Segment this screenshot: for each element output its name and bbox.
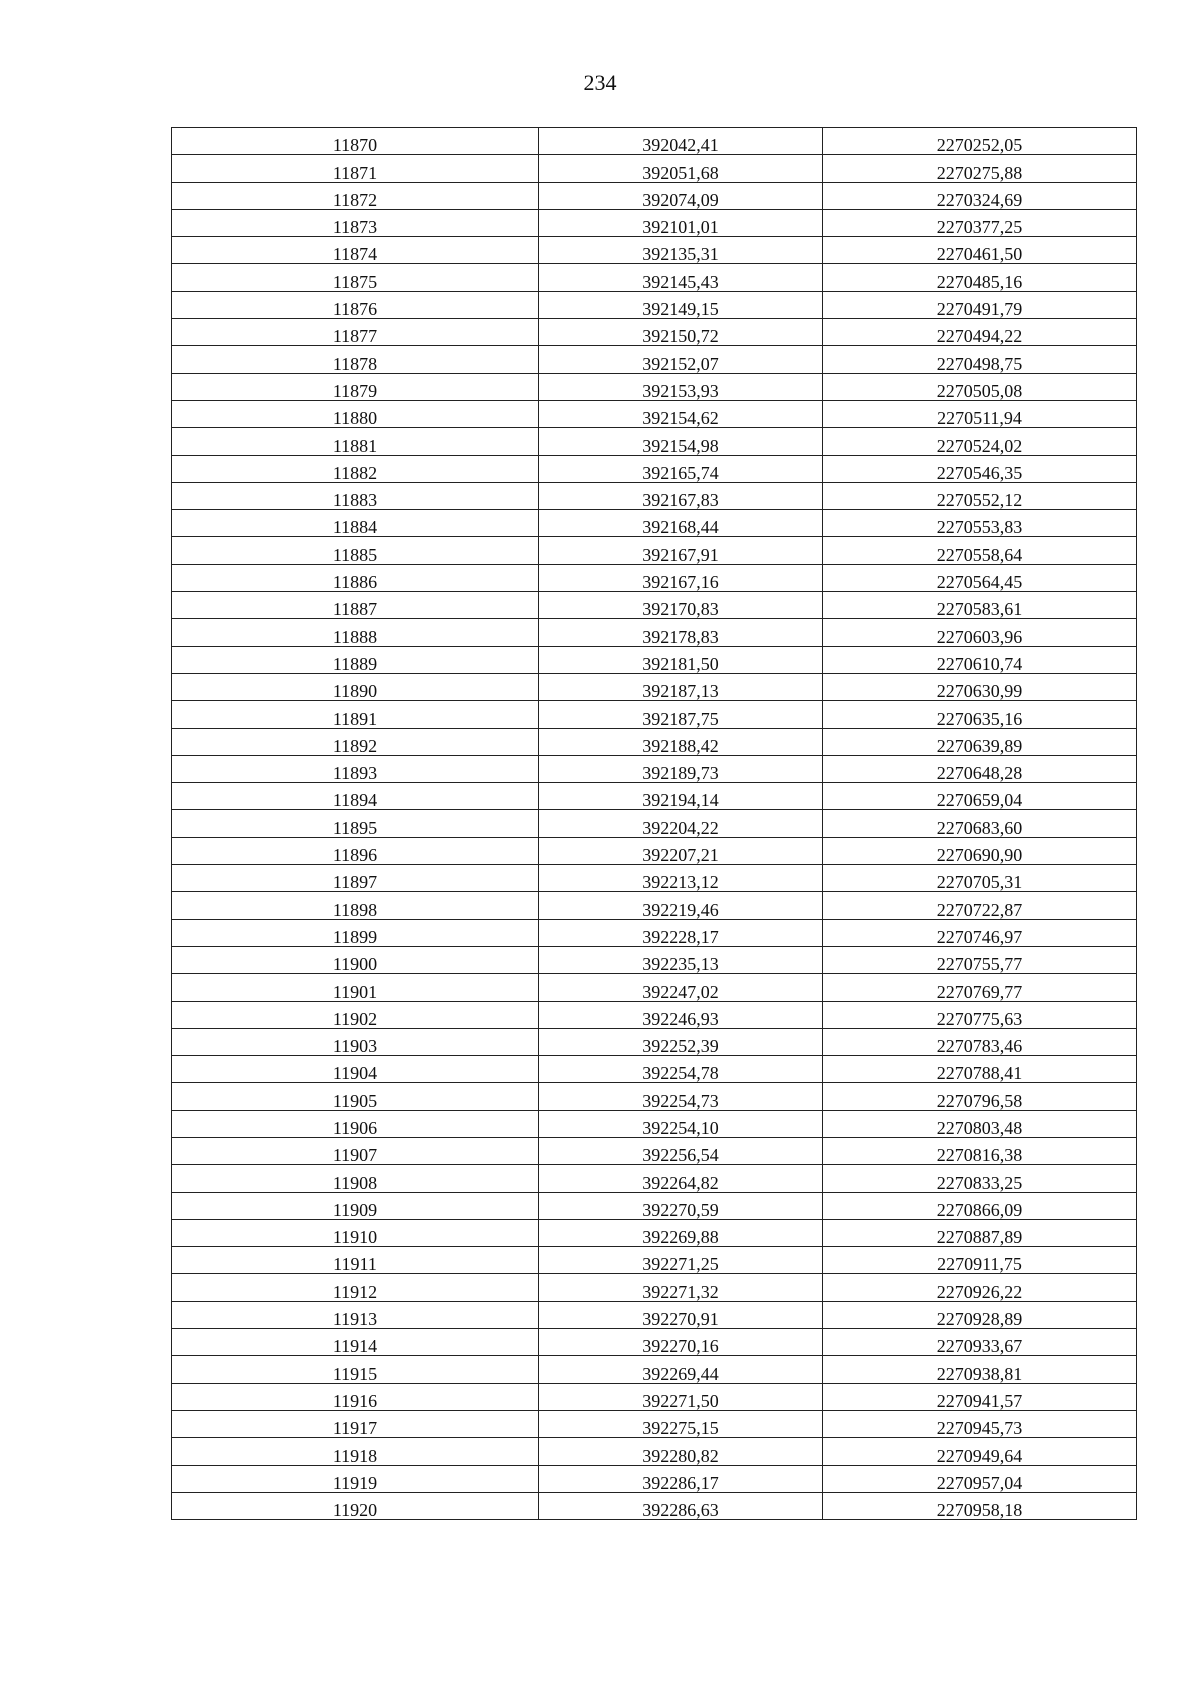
table-row <box>172 537 1137 564</box>
x-coordinate-cell: 392153,93 <box>539 373 823 400</box>
y-coordinate-cell: 2270690,90 <box>823 837 1137 864</box>
coordinates-table-body <box>172 128 1137 1520</box>
y-coordinate-cell: 2270252,05 <box>823 128 1137 155</box>
point-number-cell: 11904 <box>172 1056 539 1083</box>
point-number-cell: 11893 <box>172 755 539 782</box>
table-row <box>172 673 1137 700</box>
y-coordinate-cell: 2270610,74 <box>823 646 1137 673</box>
x-coordinate-cell: 392228,17 <box>539 919 823 946</box>
x-coordinate-cell: 392264,82 <box>539 1165 823 1192</box>
table-row <box>172 1301 1137 1328</box>
y-coordinate-cell: 2270911,75 <box>823 1247 1137 1274</box>
table-row <box>172 701 1137 728</box>
y-coordinate-cell: 2270524,02 <box>823 428 1137 455</box>
y-coordinate-cell: 2270683,60 <box>823 810 1137 837</box>
table-row <box>172 1383 1137 1410</box>
x-coordinate-cell: 392187,13 <box>539 673 823 700</box>
x-coordinate-cell: 392145,43 <box>539 264 823 291</box>
point-number-cell: 11908 <box>172 1165 539 1192</box>
table-row <box>172 264 1137 291</box>
x-coordinate-cell: 392152,07 <box>539 346 823 373</box>
y-coordinate-cell: 2270377,25 <box>823 209 1137 236</box>
y-coordinate-cell: 2270783,46 <box>823 1028 1137 1055</box>
table-row <box>172 1137 1137 1164</box>
x-coordinate-cell: 392254,73 <box>539 1083 823 1110</box>
point-number-cell: 11883 <box>172 482 539 509</box>
table-row <box>172 455 1137 482</box>
y-coordinate-cell: 2270938,81 <box>823 1356 1137 1383</box>
point-number-cell: 11916 <box>172 1383 539 1410</box>
table-row <box>172 646 1137 673</box>
x-coordinate-cell: 392181,50 <box>539 646 823 673</box>
table-row <box>172 1056 1137 1083</box>
x-coordinate-cell: 392286,17 <box>539 1465 823 1492</box>
x-coordinate-cell: 392154,98 <box>539 428 823 455</box>
y-coordinate-cell: 2270796,58 <box>823 1083 1137 1110</box>
y-coordinate-cell: 2270558,64 <box>823 537 1137 564</box>
x-coordinate-cell: 392254,78 <box>539 1056 823 1083</box>
point-number-cell: 11888 <box>172 619 539 646</box>
table-row <box>172 1356 1137 1383</box>
x-coordinate-cell: 392194,14 <box>539 783 823 810</box>
table-row <box>172 564 1137 591</box>
x-coordinate-cell: 392246,93 <box>539 1001 823 1028</box>
table-row <box>172 1410 1137 1437</box>
point-number-cell: 11890 <box>172 673 539 700</box>
point-number-cell: 11880 <box>172 400 539 427</box>
point-number-cell: 11898 <box>172 892 539 919</box>
x-coordinate-cell: 392219,46 <box>539 892 823 919</box>
y-coordinate-cell: 2270498,75 <box>823 346 1137 373</box>
table-row <box>172 619 1137 646</box>
table-row <box>172 1110 1137 1137</box>
table-row <box>172 1274 1137 1301</box>
x-coordinate-cell: 392213,12 <box>539 865 823 892</box>
point-number-cell: 11895 <box>172 810 539 837</box>
table-row <box>172 1438 1137 1465</box>
point-number-cell: 11910 <box>172 1219 539 1246</box>
table-row <box>172 946 1137 973</box>
x-coordinate-cell: 392149,15 <box>539 291 823 318</box>
point-number-cell: 11897 <box>172 865 539 892</box>
point-number-cell: 11873 <box>172 209 539 236</box>
point-number-cell: 11874 <box>172 237 539 264</box>
page-number: 234 <box>583 70 617 95</box>
table-row <box>172 1028 1137 1055</box>
x-coordinate-cell: 392188,42 <box>539 728 823 755</box>
table-row <box>172 1492 1137 1519</box>
point-number-cell: 11909 <box>172 1192 539 1219</box>
y-coordinate-cell: 2270648,28 <box>823 755 1137 782</box>
table-row <box>172 755 1137 782</box>
table-row <box>172 783 1137 810</box>
table-row <box>172 1465 1137 1492</box>
table-row <box>172 400 1137 427</box>
y-coordinate-cell: 2270958,18 <box>823 1492 1137 1519</box>
point-number-cell: 11900 <box>172 946 539 973</box>
x-coordinate-cell: 392271,32 <box>539 1274 823 1301</box>
table-row <box>172 728 1137 755</box>
y-coordinate-cell: 2270887,89 <box>823 1219 1137 1246</box>
point-number-cell: 11911 <box>172 1247 539 1274</box>
table-row <box>172 892 1137 919</box>
y-coordinate-cell: 2270722,87 <box>823 892 1137 919</box>
point-number-cell: 11889 <box>172 646 539 673</box>
point-number-cell: 11913 <box>172 1301 539 1328</box>
y-coordinate-cell: 2270639,89 <box>823 728 1137 755</box>
x-coordinate-cell: 392101,01 <box>539 209 823 236</box>
y-coordinate-cell: 2270755,77 <box>823 946 1137 973</box>
y-coordinate-cell: 2270746,97 <box>823 919 1137 946</box>
table-row <box>172 209 1137 236</box>
x-coordinate-cell: 392051,68 <box>539 155 823 182</box>
y-coordinate-cell: 2270803,48 <box>823 1110 1137 1137</box>
x-coordinate-cell: 392189,73 <box>539 755 823 782</box>
x-coordinate-cell: 392269,88 <box>539 1219 823 1246</box>
x-coordinate-cell: 392165,74 <box>539 455 823 482</box>
table-row <box>172 510 1137 537</box>
y-coordinate-cell: 2270505,08 <box>823 373 1137 400</box>
table-row <box>172 974 1137 1001</box>
y-coordinate-cell: 2270945,73 <box>823 1410 1137 1437</box>
y-coordinate-cell: 2270485,16 <box>823 264 1137 291</box>
table-row <box>172 1001 1137 1028</box>
y-coordinate-cell: 2270603,96 <box>823 619 1137 646</box>
table-row <box>172 1219 1137 1246</box>
x-coordinate-cell: 392256,54 <box>539 1137 823 1164</box>
point-number-cell: 11878 <box>172 346 539 373</box>
y-coordinate-cell: 2270833,25 <box>823 1165 1137 1192</box>
table-row <box>172 810 1137 837</box>
point-number-cell: 11887 <box>172 592 539 619</box>
y-coordinate-cell: 2270928,89 <box>823 1301 1137 1328</box>
y-coordinate-cell: 2270583,61 <box>823 592 1137 619</box>
y-coordinate-cell: 2270564,45 <box>823 564 1137 591</box>
y-coordinate-cell: 2270461,50 <box>823 237 1137 264</box>
point-number-cell: 11912 <box>172 1274 539 1301</box>
y-coordinate-cell: 2270275,88 <box>823 155 1137 182</box>
x-coordinate-cell: 392135,31 <box>539 237 823 264</box>
table-row <box>172 482 1137 509</box>
point-number-cell: 11918 <box>172 1438 539 1465</box>
point-number-cell: 11884 <box>172 510 539 537</box>
y-coordinate-cell: 2270553,83 <box>823 510 1137 537</box>
y-coordinate-cell: 2270788,41 <box>823 1056 1137 1083</box>
y-coordinate-cell: 2270769,77 <box>823 974 1137 1001</box>
x-coordinate-cell: 392042,41 <box>539 128 823 155</box>
y-coordinate-cell: 2270494,22 <box>823 319 1137 346</box>
point-number-cell: 11917 <box>172 1410 539 1437</box>
x-coordinate-cell: 392247,02 <box>539 974 823 1001</box>
x-coordinate-cell: 392150,72 <box>539 319 823 346</box>
x-coordinate-cell: 392269,44 <box>539 1356 823 1383</box>
y-coordinate-cell: 2270949,64 <box>823 1438 1137 1465</box>
y-coordinate-cell: 2270324,69 <box>823 182 1137 209</box>
table-row <box>172 1329 1137 1356</box>
point-number-cell: 11885 <box>172 537 539 564</box>
x-coordinate-cell: 392254,10 <box>539 1110 823 1137</box>
x-coordinate-cell: 392270,16 <box>539 1329 823 1356</box>
x-coordinate-cell: 392167,91 <box>539 537 823 564</box>
table-row <box>172 182 1137 209</box>
table-row <box>172 373 1137 400</box>
x-coordinate-cell: 392167,16 <box>539 564 823 591</box>
point-number-cell: 11915 <box>172 1356 539 1383</box>
x-coordinate-cell: 392167,83 <box>539 482 823 509</box>
x-coordinate-cell: 392270,91 <box>539 1301 823 1328</box>
table-row <box>172 155 1137 182</box>
y-coordinate-cell: 2270926,22 <box>823 1274 1137 1301</box>
point-number-cell: 11872 <box>172 182 539 209</box>
table-row <box>172 346 1137 373</box>
point-number-cell: 11901 <box>172 974 539 1001</box>
y-coordinate-cell: 2270546,35 <box>823 455 1137 482</box>
point-number-cell: 11886 <box>172 564 539 591</box>
table-row <box>172 1247 1137 1274</box>
point-number-cell: 11879 <box>172 373 539 400</box>
x-coordinate-cell: 392204,22 <box>539 810 823 837</box>
table-row <box>172 1165 1137 1192</box>
table-row <box>172 1192 1137 1219</box>
x-coordinate-cell: 392168,44 <box>539 510 823 537</box>
point-number-cell: 11876 <box>172 291 539 318</box>
y-coordinate-cell: 2270705,31 <box>823 865 1137 892</box>
y-coordinate-cell: 2270957,04 <box>823 1465 1137 1492</box>
point-number-cell: 11906 <box>172 1110 539 1137</box>
table-row <box>172 837 1137 864</box>
point-number-cell: 11892 <box>172 728 539 755</box>
point-number-cell: 11899 <box>172 919 539 946</box>
table-row <box>172 919 1137 946</box>
point-number-cell: 11920 <box>172 1492 539 1519</box>
x-coordinate-cell: 392178,83 <box>539 619 823 646</box>
x-coordinate-cell: 392271,25 <box>539 1247 823 1274</box>
table-row <box>172 865 1137 892</box>
table-row <box>172 1083 1137 1110</box>
point-number-cell: 11896 <box>172 837 539 864</box>
table-row <box>172 291 1137 318</box>
y-coordinate-cell: 2270511,94 <box>823 400 1137 427</box>
x-coordinate-cell: 392275,15 <box>539 1410 823 1437</box>
y-coordinate-cell: 2270659,04 <box>823 783 1137 810</box>
point-number-cell: 11914 <box>172 1329 539 1356</box>
x-coordinate-cell: 392187,75 <box>539 701 823 728</box>
y-coordinate-cell: 2270941,57 <box>823 1383 1137 1410</box>
table-row <box>172 319 1137 346</box>
point-number-cell: 11894 <box>172 783 539 810</box>
point-number-cell: 11875 <box>172 264 539 291</box>
point-number-cell: 11871 <box>172 155 539 182</box>
x-coordinate-cell: 392074,09 <box>539 182 823 209</box>
x-coordinate-cell: 392154,62 <box>539 400 823 427</box>
y-coordinate-cell: 2270630,99 <box>823 673 1137 700</box>
point-number-cell: 11905 <box>172 1083 539 1110</box>
point-number-cell: 11903 <box>172 1028 539 1055</box>
coordinates-table <box>171 127 1137 1520</box>
x-coordinate-cell: 392270,59 <box>539 1192 823 1219</box>
point-number-cell: 11891 <box>172 701 539 728</box>
x-coordinate-cell: 392207,21 <box>539 837 823 864</box>
point-number-cell: 11882 <box>172 455 539 482</box>
x-coordinate-cell: 392271,50 <box>539 1383 823 1410</box>
x-coordinate-cell: 392280,82 <box>539 1438 823 1465</box>
point-number-cell: 11881 <box>172 428 539 455</box>
x-coordinate-cell: 392235,13 <box>539 946 823 973</box>
table-row <box>172 237 1137 264</box>
point-number-cell: 11902 <box>172 1001 539 1028</box>
point-number-cell: 11870 <box>172 128 539 155</box>
table-row <box>172 128 1137 155</box>
table-row <box>172 592 1137 619</box>
y-coordinate-cell: 2270552,12 <box>823 482 1137 509</box>
y-coordinate-cell: 2270775,63 <box>823 1001 1137 1028</box>
point-number-cell: 11877 <box>172 319 539 346</box>
table-row <box>172 428 1137 455</box>
x-coordinate-cell: 392170,83 <box>539 592 823 619</box>
y-coordinate-cell: 2270491,79 <box>823 291 1137 318</box>
x-coordinate-cell: 392252,39 <box>539 1028 823 1055</box>
point-number-cell: 11919 <box>172 1465 539 1492</box>
y-coordinate-cell: 2270933,67 <box>823 1329 1137 1356</box>
y-coordinate-cell: 2270816,38 <box>823 1137 1137 1164</box>
x-coordinate-cell: 392286,63 <box>539 1492 823 1519</box>
point-number-cell: 11907 <box>172 1137 539 1164</box>
y-coordinate-cell: 2270866,09 <box>823 1192 1137 1219</box>
y-coordinate-cell: 2270635,16 <box>823 701 1137 728</box>
